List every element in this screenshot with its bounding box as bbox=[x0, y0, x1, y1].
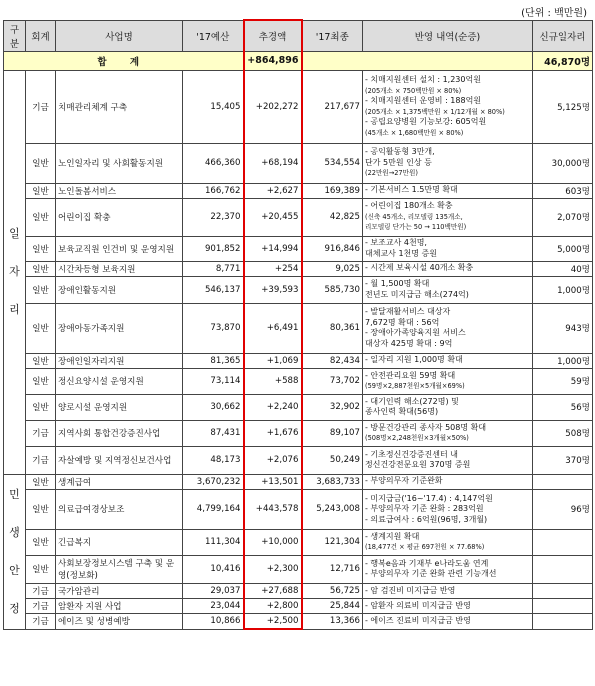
detail-line: - 기본서비스 1.5만명 확대 bbox=[365, 185, 458, 195]
new-jobs-cell bbox=[533, 474, 593, 489]
budget-cell: 10,416 bbox=[183, 555, 244, 583]
col-header: 회계 bbox=[26, 20, 56, 51]
new-jobs-cell: 30,000명 bbox=[533, 143, 593, 183]
detail-line: (205개소 × 1,375백만원 × 1/12개월 × 80%) bbox=[365, 107, 505, 116]
final-budget-cell: 50,249 bbox=[302, 446, 363, 474]
details-cell bbox=[363, 236, 533, 261]
section-char: 민 bbox=[9, 487, 20, 501]
new-jobs-cell: 96명 bbox=[533, 489, 593, 530]
new-jobs-cell: 5,000명 bbox=[533, 236, 593, 261]
supplementary-cell: +2,500 bbox=[244, 614, 302, 629]
new-jobs-cell: 1,000명 bbox=[533, 353, 593, 368]
detail-line: - 기초정신건강증진센터 내 bbox=[365, 449, 458, 459]
new-jobs-cell: 59명 bbox=[533, 368, 593, 394]
details-cell bbox=[363, 198, 533, 236]
details-cell bbox=[363, 530, 533, 555]
program-name-cell: 장애아동가족지원 bbox=[56, 303, 183, 353]
final-budget-cell: 3,683,733 bbox=[302, 474, 363, 489]
final-budget-cell: 89,107 bbox=[302, 420, 363, 446]
section-label bbox=[4, 70, 26, 474]
details-cell bbox=[363, 261, 533, 276]
new-jobs-cell: 603명 bbox=[533, 183, 593, 198]
table-row bbox=[4, 599, 593, 614]
col-header: 반영 내역(순증) bbox=[363, 20, 533, 51]
supplementary-cell: +14,994 bbox=[244, 236, 302, 261]
detail-line: (18,477건 × 평균 697천원 × 77.68%) bbox=[365, 543, 485, 552]
supplementary-cell: +6,491 bbox=[244, 303, 302, 353]
final-budget-cell: 9,025 bbox=[302, 261, 363, 276]
new-jobs-cell bbox=[533, 614, 593, 629]
detail-line: - 치매지원센터 운영비 : 188억원 bbox=[365, 96, 482, 105]
detail-line: (508명×2,248천원×3개월×50%) bbox=[365, 434, 469, 442]
details-cell bbox=[363, 489, 533, 530]
new-jobs-cell: 1,000명 bbox=[533, 276, 593, 303]
final-budget-cell: 56,725 bbox=[302, 583, 363, 598]
details-cell bbox=[363, 446, 533, 474]
col-header: 신규일자리 bbox=[533, 20, 593, 51]
program-name-cell: 치매관리체계 구축 bbox=[56, 70, 183, 143]
supplementary-cell: +443,578 bbox=[244, 489, 302, 530]
detail-line: - 부양의무자 기준 완화 : 283억원 bbox=[365, 504, 484, 514]
final-budget-cell: 585,730 bbox=[302, 276, 363, 303]
detail-line: - 공립요양병원 기능보강: 605억원 bbox=[365, 117, 487, 126]
program-name-cell: 자살예방 및 지역정신보건사업 bbox=[56, 446, 183, 474]
budget-cell: 30,662 bbox=[183, 394, 244, 420]
supplementary-cell: +13,501 bbox=[244, 474, 302, 489]
budget-cell: 901,852 bbox=[183, 236, 244, 261]
final-budget-cell: 82,434 bbox=[302, 353, 363, 368]
supplementary-cell: +2,800 bbox=[244, 599, 302, 614]
detail-line: 7,672명 확대 : 56억 bbox=[365, 317, 440, 327]
table-row bbox=[4, 353, 593, 368]
budget-cell: 15,405 bbox=[183, 70, 244, 143]
new-jobs-cell: 370명 bbox=[533, 446, 593, 474]
total-row bbox=[4, 51, 593, 70]
detail-line: - 어린이집 180개소 확충 bbox=[365, 201, 453, 211]
supplementary-cell: +2,300 bbox=[244, 555, 302, 583]
detail-line: - 부양의무자 기준 완화 관련 기능개선 bbox=[365, 569, 497, 579]
budget-cell: 73,870 bbox=[183, 303, 244, 353]
table-row bbox=[4, 143, 593, 183]
detail-line: - 공익활동형 3만개, bbox=[365, 147, 435, 157]
total-label: 합 계 bbox=[4, 51, 244, 70]
table-row bbox=[4, 276, 593, 303]
col-header: '17예산 bbox=[183, 20, 244, 51]
budget-cell: 10,866 bbox=[183, 614, 244, 629]
program-name-cell: 의료급여경상보조 bbox=[56, 489, 183, 530]
detail-line: - 암환자 의료비 미지급금 반영 bbox=[365, 600, 471, 610]
supplementary-cell: +1,069 bbox=[244, 353, 302, 368]
table-row bbox=[4, 303, 593, 353]
table-row bbox=[4, 614, 593, 629]
section-char: 자 bbox=[9, 265, 20, 278]
detail-line: - 보조교사 4천명, bbox=[365, 238, 427, 247]
account-cell: 일반 bbox=[26, 276, 56, 303]
supplementary-cell: +1,676 bbox=[244, 420, 302, 446]
table-row bbox=[4, 198, 593, 236]
final-budget-cell: 13,366 bbox=[302, 614, 363, 629]
detail-line: (신축 45개소, 리모델링 135개소, bbox=[365, 212, 463, 221]
program-name-cell: 생계급여 bbox=[56, 474, 183, 489]
budget-cell: 111,304 bbox=[183, 530, 244, 555]
final-budget-cell: 25,844 bbox=[302, 599, 363, 614]
detail-line: (22만원→27만원) bbox=[365, 169, 418, 178]
budget-cell: 466,360 bbox=[183, 143, 244, 183]
detail-line: 단가 5만원 인상 등 bbox=[365, 157, 432, 167]
detail-line: - 장애아가족양육지원 서비스 bbox=[365, 328, 466, 337]
account-cell: 일반 bbox=[26, 489, 56, 530]
budget-cell: 87,431 bbox=[183, 420, 244, 446]
details-cell bbox=[363, 276, 533, 303]
detail-line: - 미지급금('16~'17.4) : 4,147억원 bbox=[365, 493, 493, 503]
table-row bbox=[4, 420, 593, 446]
total-jobs: 46,870명 bbox=[533, 51, 593, 70]
program-name-cell: 사회보장정보시스템 구축 및 운영(정보화) bbox=[56, 555, 183, 583]
supplementary-cell: +202,272 bbox=[244, 70, 302, 143]
new-jobs-cell: 5,125명 bbox=[533, 70, 593, 143]
total-added: +864,896 bbox=[244, 51, 302, 70]
detail-line: - 생계지원 확대 bbox=[365, 531, 420, 541]
details-cell bbox=[363, 70, 533, 143]
table-row bbox=[4, 489, 593, 530]
table-row bbox=[4, 183, 593, 198]
supplementary-cell: +39,593 bbox=[244, 276, 302, 303]
header-row bbox=[4, 20, 593, 51]
details-cell bbox=[363, 614, 533, 629]
final-budget-cell: 5,243,008 bbox=[302, 489, 363, 530]
details-cell bbox=[363, 183, 533, 198]
budget-cell: 8,771 bbox=[183, 261, 244, 276]
new-jobs-cell bbox=[533, 583, 593, 598]
section-char: 일 bbox=[9, 227, 20, 240]
final-budget-cell: 80,361 bbox=[302, 303, 363, 353]
details-cell bbox=[363, 353, 533, 368]
detail-line: - 월 1,500명 확대 bbox=[365, 279, 430, 288]
supplementary-cell: +68,194 bbox=[244, 143, 302, 183]
program-name-cell: 암환자 지원 사업 bbox=[56, 599, 183, 614]
detail-line: - 안전관리요원 59명 확대 bbox=[365, 370, 456, 380]
new-jobs-cell: 40명 bbox=[533, 261, 593, 276]
detail-line: 정신건강전문요원 370명 증원 bbox=[365, 460, 471, 469]
details-cell bbox=[363, 368, 533, 394]
detail-line: - 에이즈 진료비 미지급금 반영 bbox=[365, 616, 471, 626]
program-name-cell: 장애인활동지원 bbox=[56, 276, 183, 303]
table-row bbox=[4, 368, 593, 394]
supplementary-cell: +254 bbox=[244, 261, 302, 276]
budget-cell: 81,365 bbox=[183, 353, 244, 368]
section-label bbox=[4, 474, 26, 629]
program-name-cell: 보육교직원 인건비 및 운영지원 bbox=[56, 236, 183, 261]
budget-table bbox=[3, 19, 593, 630]
final-budget-cell: 121,304 bbox=[302, 530, 363, 555]
new-jobs-cell: 508명 bbox=[533, 420, 593, 446]
detail-line: (45개소 × 1,680백만원 × 80%) bbox=[365, 128, 464, 137]
program-name-cell: 장애인일자리지원 bbox=[56, 353, 183, 368]
program-name-cell: 에이즈 및 성병예방 bbox=[56, 614, 183, 629]
detail-line: (205개소 × 750백만원 × 80%) bbox=[365, 86, 462, 95]
final-budget-cell: 916,846 bbox=[302, 236, 363, 261]
account-cell: 기금 bbox=[26, 420, 56, 446]
final-budget-cell: 73,702 bbox=[302, 368, 363, 394]
new-jobs-cell bbox=[533, 530, 593, 555]
detail-line: - 방문건강관리 종사자 508명 확대 bbox=[365, 422, 487, 432]
account-cell: 일반 bbox=[26, 261, 56, 276]
supplementary-cell: +2,076 bbox=[244, 446, 302, 474]
details-cell bbox=[363, 394, 533, 420]
section-char: 안 bbox=[9, 563, 20, 577]
details-cell bbox=[363, 474, 533, 489]
detail-line: 전년도 미지급금 해소(274억) bbox=[365, 289, 469, 299]
program-name-cell: 노인돌봄서비스 bbox=[56, 183, 183, 198]
program-name-cell: 어린이집 확충 bbox=[56, 198, 183, 236]
details-cell bbox=[363, 303, 533, 353]
account-cell: 일반 bbox=[26, 183, 56, 198]
detail-line: 대상자 425명 확대 : 9억 bbox=[365, 338, 453, 348]
account-cell: 기금 bbox=[26, 446, 56, 474]
table-row bbox=[4, 70, 593, 143]
details-cell bbox=[363, 583, 533, 598]
supplementary-cell: +10,000 bbox=[244, 530, 302, 555]
account-cell: 일반 bbox=[26, 474, 56, 489]
details-cell bbox=[363, 143, 533, 183]
account-cell: 일반 bbox=[26, 530, 56, 555]
account-cell: 일반 bbox=[26, 394, 56, 420]
account-cell: 기금 bbox=[26, 614, 56, 629]
budget-cell: 166,762 bbox=[183, 183, 244, 198]
account-cell: 일반 bbox=[26, 198, 56, 236]
detail-line: - 치매지원센터 설치 : 1,230억원 bbox=[365, 75, 481, 84]
col-header: 구분 bbox=[4, 20, 26, 51]
detail-line: - 발달재활서비스 대상자 bbox=[365, 307, 451, 316]
supplementary-cell: +2,627 bbox=[244, 183, 302, 198]
table-row bbox=[4, 446, 593, 474]
details-cell bbox=[363, 420, 533, 446]
account-cell: 일반 bbox=[26, 236, 56, 261]
supplementary-cell: +588 bbox=[244, 368, 302, 394]
program-name-cell: 국가암관리 bbox=[56, 583, 183, 598]
final-budget-cell: 32,902 bbox=[302, 394, 363, 420]
detail-line: - 부양의무자 기준완화 bbox=[365, 476, 443, 486]
col-header: '17최종 bbox=[302, 20, 363, 51]
budget-cell: 3,670,232 bbox=[183, 474, 244, 489]
account-cell: 일반 bbox=[26, 368, 56, 394]
detail-line: - 암 검진비 미지급금 반영 bbox=[365, 585, 456, 595]
unit-label: (단위 : 백만원) bbox=[521, 8, 587, 19]
detail-line: 대체교사 1천명 증원 bbox=[365, 248, 437, 258]
col-header: 추경액 bbox=[244, 20, 302, 51]
table-row bbox=[4, 530, 593, 555]
budget-cell: 23,044 bbox=[183, 599, 244, 614]
program-name-cell: 노인일자리 및 사회활동지원 bbox=[56, 143, 183, 183]
supplementary-cell: +27,688 bbox=[244, 583, 302, 598]
program-name-cell: 지역사회 통합건강증진사업 bbox=[56, 420, 183, 446]
detail-line: - 대기인력 해소(272명) 및 bbox=[365, 396, 459, 406]
account-cell: 일반 bbox=[26, 143, 56, 183]
budget-cell: 48,173 bbox=[183, 446, 244, 474]
account-cell: 일반 bbox=[26, 353, 56, 368]
table-row bbox=[4, 394, 593, 420]
final-budget-cell: 12,716 bbox=[302, 555, 363, 583]
table-row bbox=[4, 236, 593, 261]
new-jobs-cell bbox=[533, 599, 593, 614]
account-cell: 기금 bbox=[26, 70, 56, 143]
new-jobs-cell bbox=[533, 555, 593, 583]
table-row bbox=[4, 261, 593, 276]
program-name-cell: 정신요양시설 운영지원 bbox=[56, 368, 183, 394]
budget-cell: 4,799,164 bbox=[183, 489, 244, 530]
account-cell: 기금 bbox=[26, 599, 56, 614]
details-cell bbox=[363, 555, 533, 583]
new-jobs-cell: 943명 bbox=[533, 303, 593, 353]
final-budget-cell: 534,554 bbox=[302, 143, 363, 183]
table-row bbox=[4, 555, 593, 583]
budget-cell: 546,137 bbox=[183, 276, 244, 303]
account-cell: 기금 bbox=[26, 583, 56, 598]
details-cell bbox=[363, 599, 533, 614]
final-budget-cell: 42,825 bbox=[302, 198, 363, 236]
col-header: 사업명 bbox=[56, 20, 183, 51]
program-name-cell: 시간차등형 보육지원 bbox=[56, 261, 183, 276]
table-row bbox=[4, 474, 593, 489]
budget-cell: 29,037 bbox=[183, 583, 244, 598]
detail-line: 종사인력 확대(56명) bbox=[365, 407, 439, 416]
new-jobs-cell: 56명 bbox=[533, 394, 593, 420]
section-char: 리 bbox=[9, 303, 20, 316]
detail-line: - 의료급여사 : 6억원(96명, 3개월) bbox=[365, 514, 488, 524]
new-jobs-cell: 2,070명 bbox=[533, 198, 593, 236]
detail-line: 리모델링 단가는 50 → 110백만원) bbox=[365, 223, 467, 232]
budget-cell: 22,370 bbox=[183, 198, 244, 236]
program-name-cell: 긴급복지 bbox=[56, 530, 183, 555]
account-cell: 일반 bbox=[26, 303, 56, 353]
account-cell: 일반 bbox=[26, 555, 56, 583]
detail-line: - 시간제 보육시설 40개소 확충 bbox=[365, 263, 474, 273]
supplementary-cell: +20,455 bbox=[244, 198, 302, 236]
final-budget-cell: 169,389 bbox=[302, 183, 363, 198]
table-row bbox=[4, 583, 593, 598]
section-char: 정 bbox=[9, 601, 20, 615]
detail-line: - 행복e음과 기재부 e나라도움 연계 bbox=[365, 558, 489, 568]
program-name-cell: 양로시설 운영지원 bbox=[56, 394, 183, 420]
section-char: 생 bbox=[9, 525, 20, 539]
final-budget-cell: 217,677 bbox=[302, 70, 363, 143]
budget-cell: 73,114 bbox=[183, 368, 244, 394]
detail-line: (59명×2,887천원×5개월×69%) bbox=[365, 382, 465, 390]
supplementary-cell: +2,240 bbox=[244, 394, 302, 420]
detail-line: - 일자리 지원 1,000명 확대 bbox=[365, 355, 463, 365]
